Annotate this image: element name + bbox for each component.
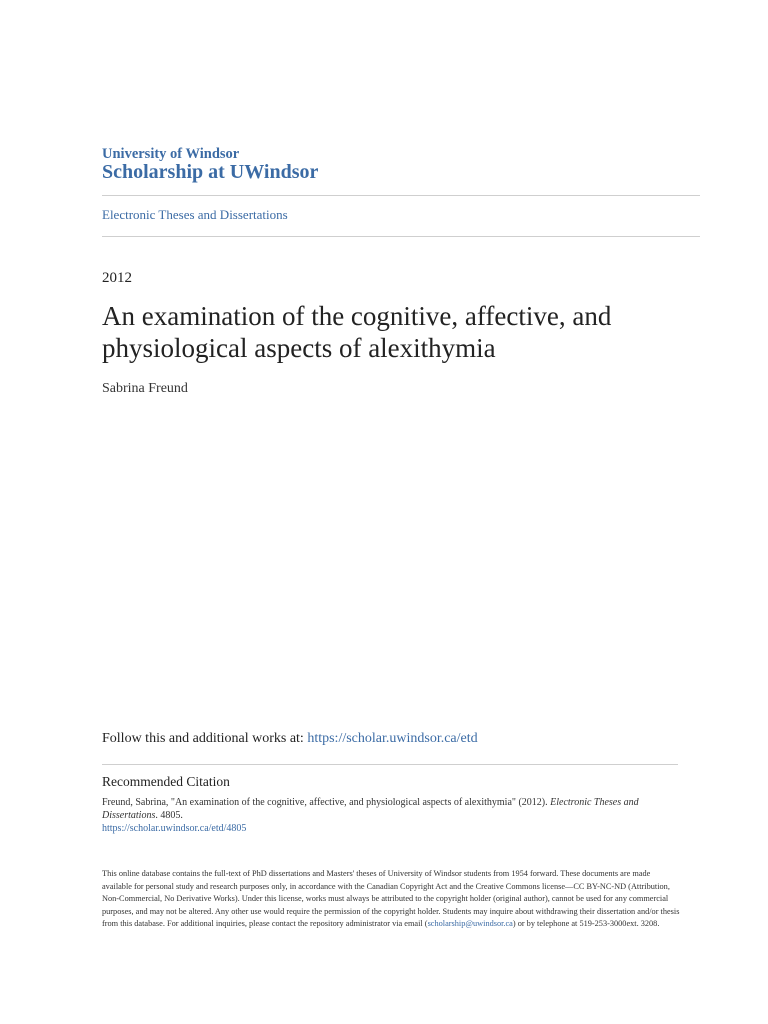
publication-year: 2012: [102, 270, 132, 286]
follow-line: [102, 731, 478, 747]
follow-link[interactable]: https://scholar.uwindsor.ca/etd: [307, 731, 478, 746]
citation-heading: Recommended Citation: [102, 774, 230, 789]
copyright-notice: [102, 868, 682, 931]
citation-number: . 4805.: [155, 810, 183, 821]
collection-divider: [102, 236, 700, 237]
top-divider: [102, 195, 700, 196]
document-title: An examination of the cognitive, affective, and physiological aspects of alexithymia: [102, 301, 612, 363]
notice-email-link[interactable]: scholarship@uwindsor.ca: [427, 919, 513, 928]
repository-name[interactable]: Scholarship at UWindsor: [102, 161, 319, 183]
citation-block: [102, 796, 682, 835]
citation-series: Electronic Theses and Dissertations: [102, 797, 639, 821]
notice-text-after: ) or by telephone at 519-253-3000ext. 3208.: [512, 919, 660, 928]
follow-prefix: Follow this and additional works at:: [102, 731, 308, 746]
citation-text: Freund, Sabrina, "An examination of the cognitive, affective, and physiological aspects of alexithymia" (2012).: [102, 797, 551, 808]
collection-link[interactable]: Electronic Theses and Dissertations: [102, 207, 288, 222]
author-name: Sabrina Freund: [102, 381, 188, 396]
citation-link[interactable]: https://scholar.uwindsor.ca/etd/4805: [102, 823, 247, 834]
citation-divider: [102, 764, 678, 765]
notice-text-before: This online database contains the full-text of PhD dissertations and Masters' theses of University of Windsor students from 1954 forward. These documents are made available for personal study and research purposes only, in accordance with the Canadian Copyright Act and the Creative Commons license—CC BY-NC-ND (Attribution, Non-Commercial, No Derivative Works). Under this license, works must always be attributed to the copyright holder (original author), cannot be used for any commercial purposes, and may not be altered. Any other use would require the permission of the copyright holder. Students may inquire about withdrawing their dissertation and/or thesis from this database. For additional inquiries, please contact the repository administrator via email (: [102, 869, 680, 928]
university-name: University of Windsor: [102, 146, 240, 162]
